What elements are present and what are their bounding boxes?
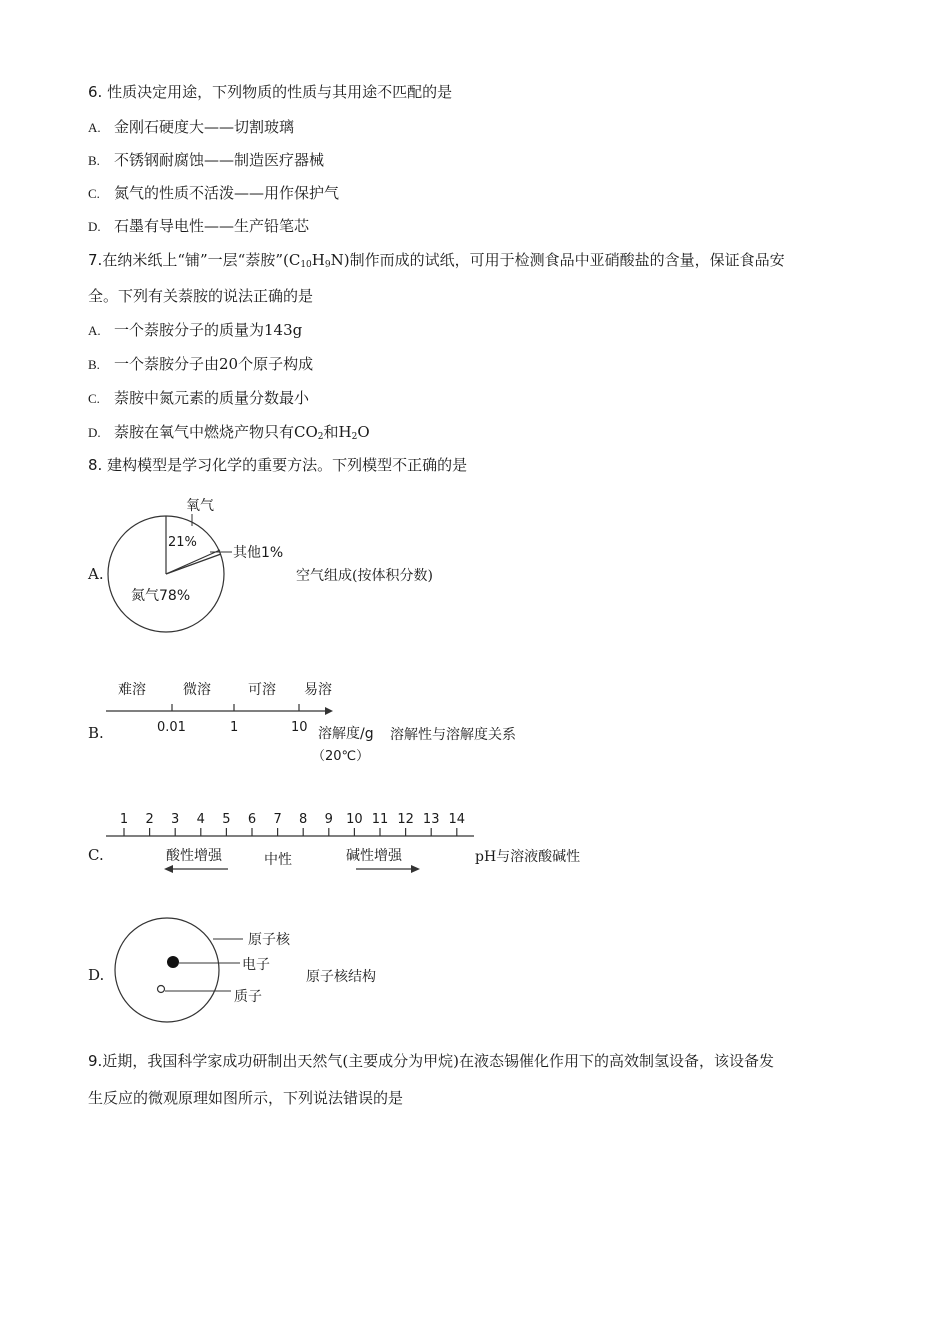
temperature-label: （20℃）	[312, 749, 370, 764]
category-label: 可溶	[248, 682, 276, 698]
option-label: C.	[88, 391, 100, 406]
ph-tick-label: 1	[119, 812, 129, 827]
q7-option-b[interactable]	[88, 353, 313, 374]
q7-number: 7.	[88, 251, 103, 269]
proton-dot	[158, 986, 165, 993]
subscript: 10	[300, 260, 312, 270]
q8-option-c-label[interactable]: C.	[88, 846, 104, 864]
subscript: 2	[317, 432, 324, 442]
q7-option-d[interactable]	[88, 421, 370, 442]
solubility-axis	[100, 672, 390, 772]
oxygen-label: 氧气	[186, 498, 214, 514]
q7-text-b: N)制作而成的试纸，可用于检测食品中亚硝酸盐的含量，保证食品安	[330, 251, 785, 269]
atom-circle	[115, 918, 219, 1022]
q8-d-caption: 原子核结构	[306, 969, 376, 985]
q8-option-d-label[interactable]: D.	[88, 966, 105, 984]
base-arrow-head	[411, 865, 420, 873]
option-text: 萘胺中氮元素的质量分数最小	[114, 389, 310, 407]
q9-stem-line2: 生反应的微观原理如图所示，下列说法错误的是	[88, 1089, 404, 1107]
neutral-label: 中性	[264, 852, 292, 868]
electron-label: 电子	[242, 957, 270, 973]
option-label: B.	[88, 357, 100, 372]
q7-text-a: 在纳米纸上“铺”一层“萘胺”(C	[102, 251, 301, 269]
ph-tick-label: 10	[346, 812, 363, 827]
q7-option-a[interactable]	[88, 319, 302, 340]
ph-scale	[100, 804, 480, 884]
q8-b-caption: 溶解性与溶解度关系	[390, 727, 516, 743]
q6-option-b[interactable]	[88, 149, 324, 170]
q6-number: 6.	[88, 83, 103, 101]
q6-stem	[88, 81, 452, 102]
q6-option-c[interactable]	[88, 182, 339, 203]
ph-tick-label: 4	[196, 812, 205, 827]
q6-option-d[interactable]	[88, 215, 309, 236]
tick-label: 0.01	[157, 720, 186, 735]
option-label: D.	[88, 425, 101, 440]
q9-text: 近期，我国科学家成功研制出天然气(主要成分为甲烷)在液态锡催化作用下的高效制氢设备，该设备发	[102, 1052, 775, 1070]
tick-label: 1	[230, 720, 239, 735]
subscript: 9	[324, 260, 331, 270]
option-text: 一个萘胺分子由20个原子构成	[114, 355, 314, 373]
q8-text: 建构模型是学习化学的重要方法。下列模型不正确的是	[107, 456, 468, 474]
acid-label: 酸性增强	[166, 848, 222, 864]
q7-stem-line1	[88, 249, 785, 270]
pie-divider	[166, 554, 221, 574]
option-text: 不锈钢耐腐蚀——制造医疗器械	[114, 151, 325, 169]
ph-tick-label: 5	[222, 812, 231, 827]
option-label: A.	[88, 120, 101, 135]
proton-label: 质子	[234, 989, 262, 1005]
nitrogen-label: 氮气78%	[131, 588, 191, 604]
electron-dot	[167, 956, 179, 968]
q6-option-a[interactable]	[88, 116, 294, 137]
option-text: O	[357, 423, 370, 441]
category-label: 难溶	[118, 682, 146, 698]
option-label: A.	[88, 323, 101, 338]
atom-structure-diagram	[105, 912, 315, 1030]
option-label: D.	[88, 219, 101, 234]
option-text: 石墨有导电性——生产铅笔芯	[114, 217, 310, 235]
ph-tick-label: 3	[171, 812, 180, 827]
base-label: 碱性增强	[346, 848, 402, 864]
ph-tick-label: 11	[371, 812, 389, 827]
ph-tick-label: 9	[324, 812, 333, 827]
q6-text: 性质决定用途，下列物质的性质与其用途不匹配的是	[107, 83, 453, 101]
tick-label: 10	[291, 720, 308, 735]
ph-tick-label: 7	[273, 812, 282, 827]
q8-number: 8.	[88, 456, 103, 474]
ph-tick-label: 2	[145, 812, 154, 827]
oxygen-percent: 21%	[168, 535, 197, 550]
axis-label: 溶解度/g	[318, 726, 374, 742]
q8-a-caption: 空气组成(按体积分数)	[296, 568, 433, 584]
ph-tick-label: 14	[448, 812, 466, 827]
q8-stem	[88, 454, 467, 475]
category-label: 微溶	[183, 682, 211, 698]
q7-text-mid: H	[311, 251, 325, 269]
option-text: 萘胺在氧气中燃烧产物只有CO	[114, 423, 318, 441]
q9-stem-line1	[88, 1050, 774, 1071]
ph-tick-label: 8	[299, 812, 308, 827]
q9-number: 9.	[88, 1052, 103, 1070]
air-composition-pie	[100, 488, 300, 640]
other-label: 其他1%	[233, 545, 284, 561]
option-text: 氮气的性质不活泼——用作保护气	[114, 184, 340, 202]
option-label: C.	[88, 186, 100, 201]
option-label: B.	[88, 153, 100, 168]
option-text: 一个萘胺分子的质量为143g	[114, 321, 303, 339]
ph-tick-label: 13	[422, 812, 440, 827]
subscript: 2	[351, 432, 358, 442]
option-text: 金刚石硬度大——切割玻璃	[114, 118, 295, 136]
pie-divider	[166, 550, 220, 574]
axis-arrow	[325, 707, 333, 715]
acid-arrow-head	[164, 865, 173, 873]
q7-stem-line2: 全。下列有关萘胺的说法正确的是	[88, 287, 314, 305]
q8-option-b-label[interactable]: B.	[88, 724, 104, 742]
option-text: 和H	[323, 423, 352, 441]
ph-tick-label: 12	[397, 812, 414, 827]
q8-option-a-label[interactable]: A.	[88, 565, 104, 583]
q8-c-caption: pH与溶液酸碱性	[475, 849, 581, 865]
ph-tick-label: 6	[247, 812, 257, 827]
nucleus-label: 原子核	[248, 932, 290, 948]
category-label: 易溶	[304, 682, 332, 698]
ph-ticks	[120, 812, 465, 836]
q7-option-c[interactable]	[88, 387, 309, 408]
